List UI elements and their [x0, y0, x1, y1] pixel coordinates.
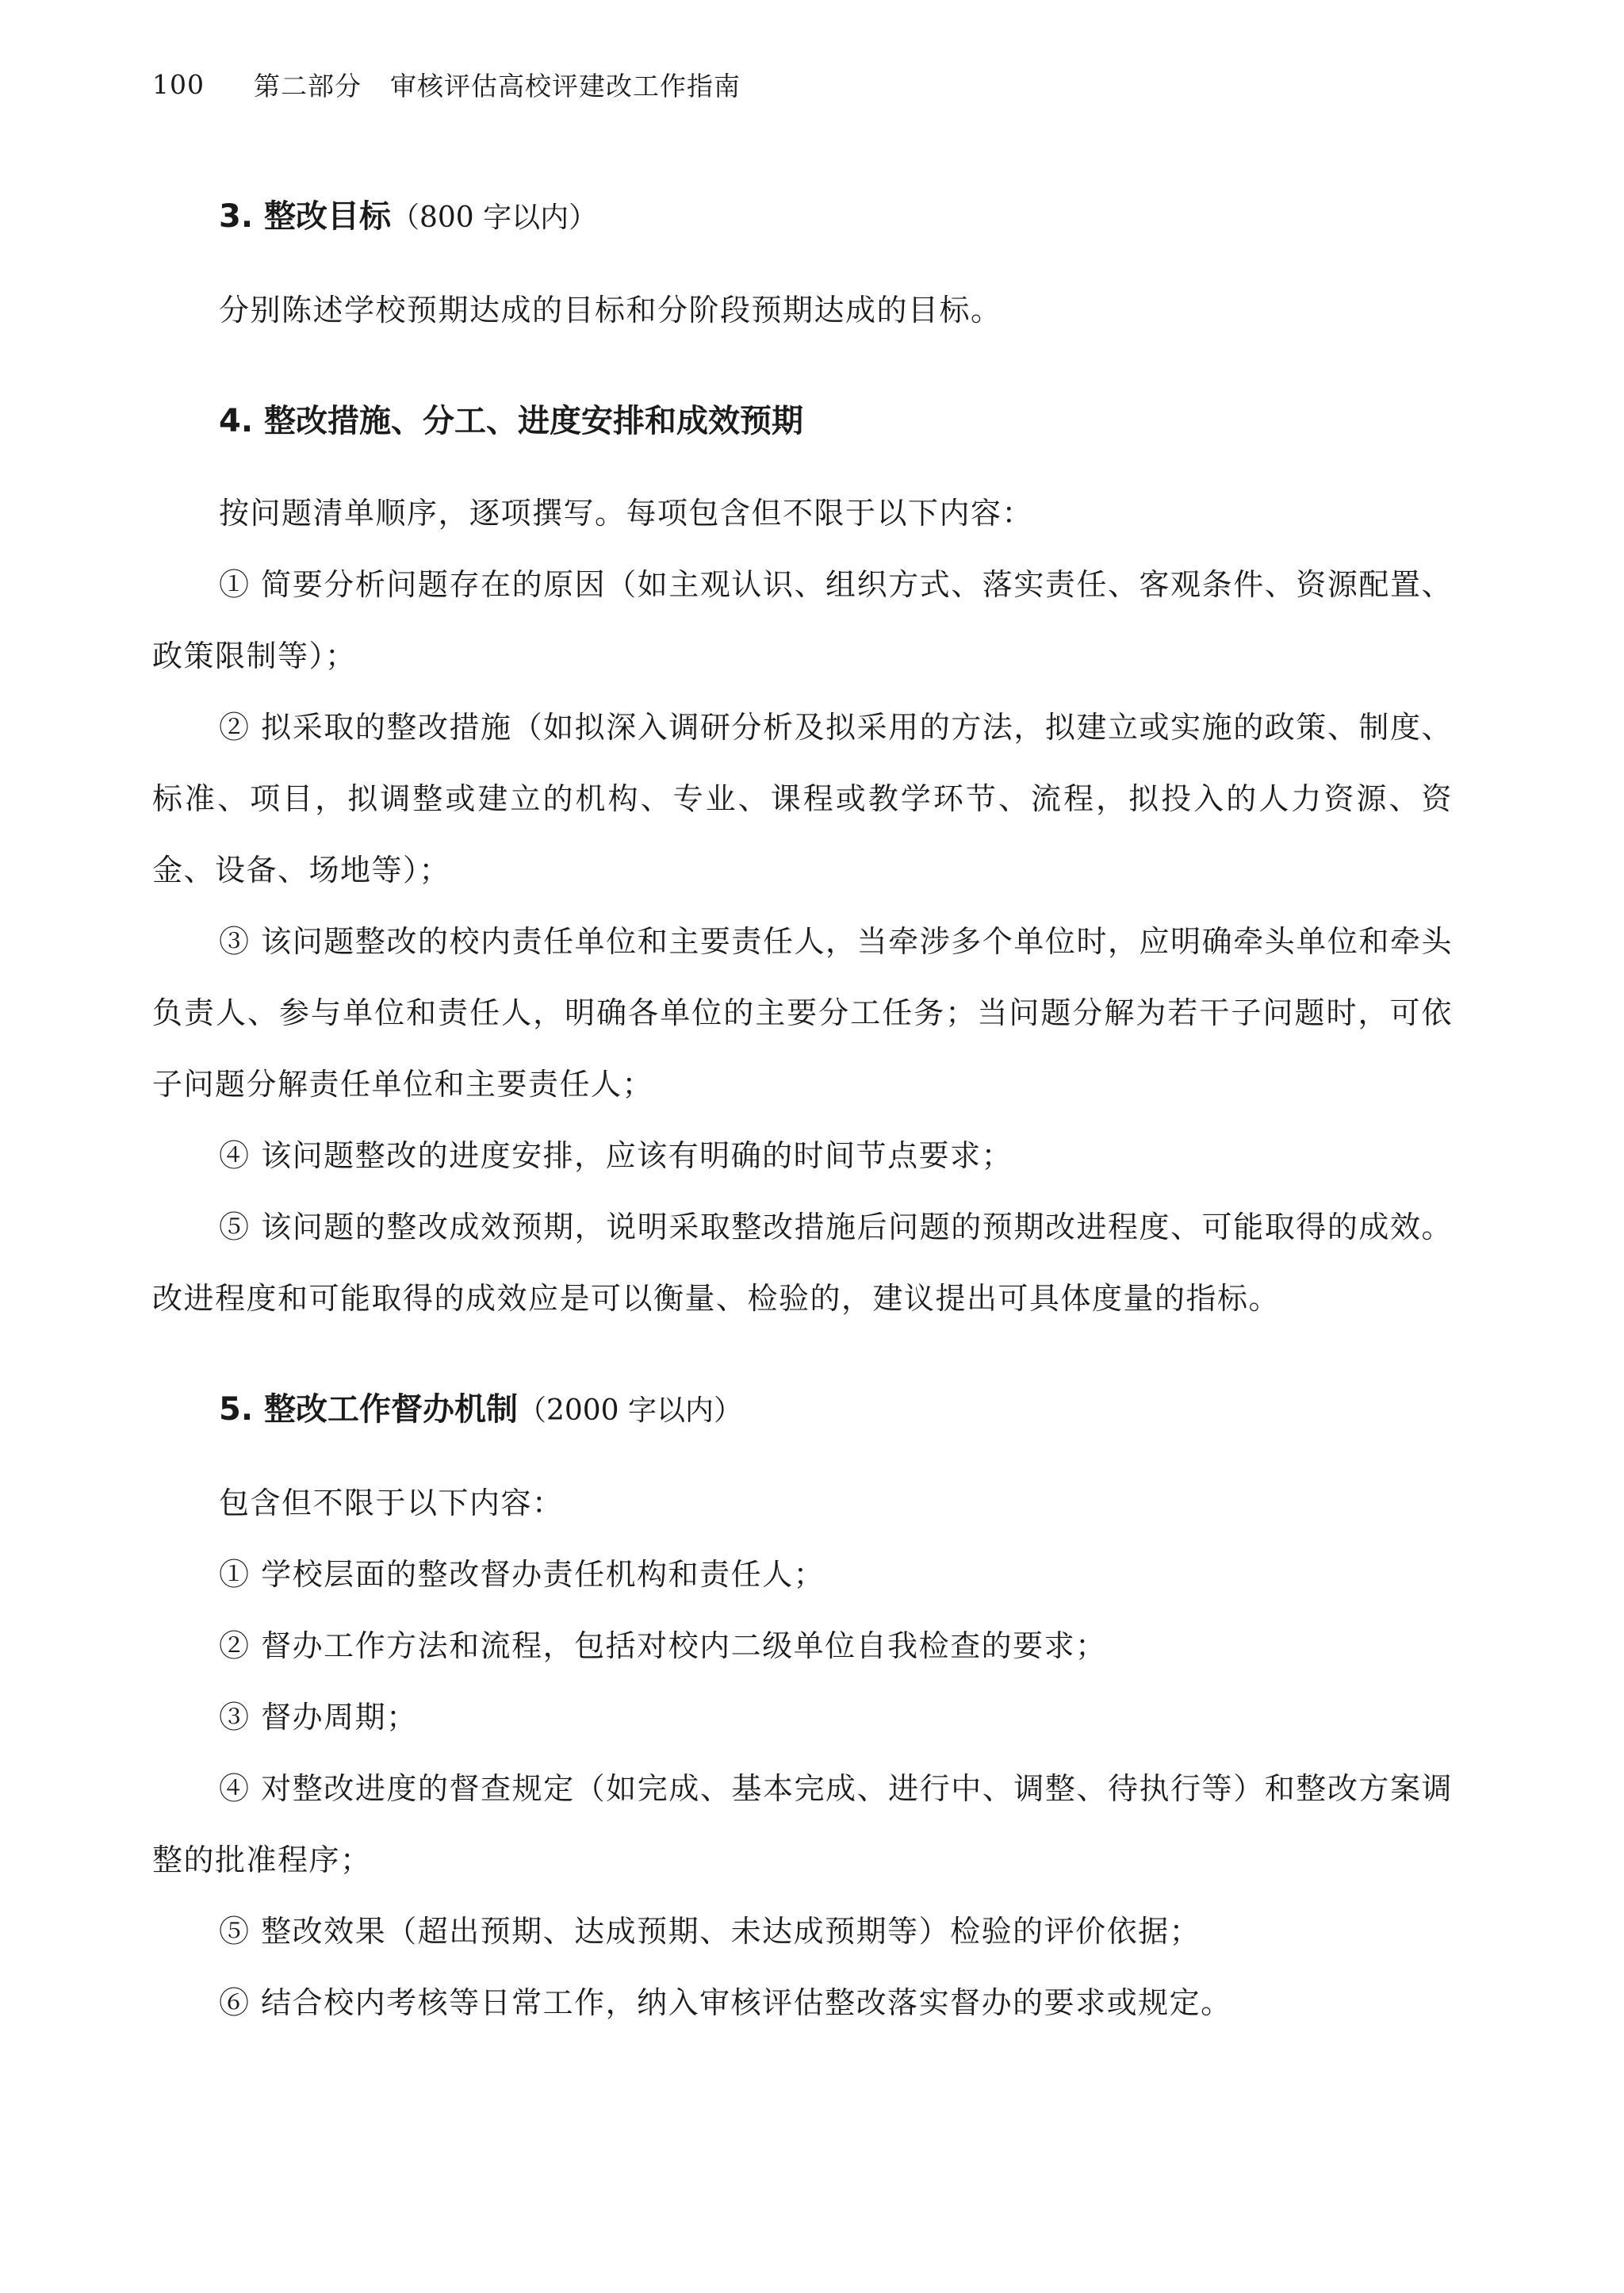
running-header: [152, 62, 741, 106]
section-heading: [219, 1374, 1453, 1447]
section-rectification-goals: [152, 181, 1453, 346]
section-heading-note: （800 字以内）: [390, 201, 598, 234]
section-heading-text: 4. 整改措施、分工、进度安排和成效预期: [219, 403, 803, 439]
section-paragraph: 分别陈述学校预期达成的目标和分阶段预期达成的目标。: [219, 293, 1002, 328]
list-item: ⑤ 整改效果（超出预期、达成预期、未达成预期等）检验的评价依据；: [219, 1914, 1201, 1949]
section-rectification-measures: [152, 385, 1453, 1334]
list-item: ⑤ 该问题的整改成效预期，说明采取整改措施后问题的预期改进程度、可能取得的成效。改进程度和可能取得的成效应是可以衡量、检验的，建议提出可具体度量的指标。: [152, 1210, 1453, 1316]
section-heading-note: （2000 字以内）: [517, 1394, 743, 1427]
section-heading-text: 5. 整改工作督办机制: [219, 1391, 518, 1428]
list-item: ② 督办工作方法和流程，包括对校内二级单位自我检查的要求；: [219, 1628, 1107, 1663]
section-supervision-mechanism: [152, 1374, 1453, 2038]
section-heading: [219, 181, 1453, 254]
list-item: ② 拟采取的整改措施（如拟深入调研分析及拟采用的方法，拟建立或实施的政策、制度、标准、项目，拟调整或建立的机构、专业、课程或教学环节、流程，拟投入的人力资源、资金、设备、场地等）；: [152, 710, 1453, 888]
page-number: 100: [152, 68, 205, 100]
list-item: ① 学校层面的整改督办责任机构和责任人；: [219, 1557, 825, 1592]
book-title: 审核评估高校评建改工作指南: [390, 70, 741, 102]
section-paragraph: 按问题清单顺序，逐项撰写。每项包含但不限于以下内容：: [219, 496, 1034, 531]
part-label: 第二部分: [254, 70, 362, 102]
list-item: ④ 该问题整改的进度安排，应该有明确的时间节点要求；: [219, 1138, 1013, 1173]
list-item: ① 简要分析问题存在的原因（如主观认识、组织方式、落实责任、客观条件、资源配置、政策限制等）；: [152, 567, 1453, 673]
list-item: ⑥ 结合校内考核等日常工作，纳入审核评估整改落实督办的要求或规定。: [219, 1985, 1232, 2020]
list-item: ③ 督办周期；: [219, 1700, 418, 1735]
page-body: [152, 181, 1453, 2078]
section-heading: [219, 385, 1453, 457]
section-heading-text: 3. 整改目标: [219, 198, 391, 235]
list-item: ④ 对整改进度的督查规定（如完成、基本完成、进行中、调整、待执行等）和整改方案调整的批准程序；: [152, 1771, 1453, 1877]
section-paragraph: 包含但不限于以下内容：: [219, 1486, 564, 1520]
list-item: ③ 该问题整改的校内责任单位和主要责任人，当牵涉多个单位时，应明确牵头单位和牵头负责人、参与单位和责任人，明确各单位的主要分工任务；当问题分解为若干子问题时，可依子问题分解责任单位和主要责任人；: [152, 924, 1453, 1102]
